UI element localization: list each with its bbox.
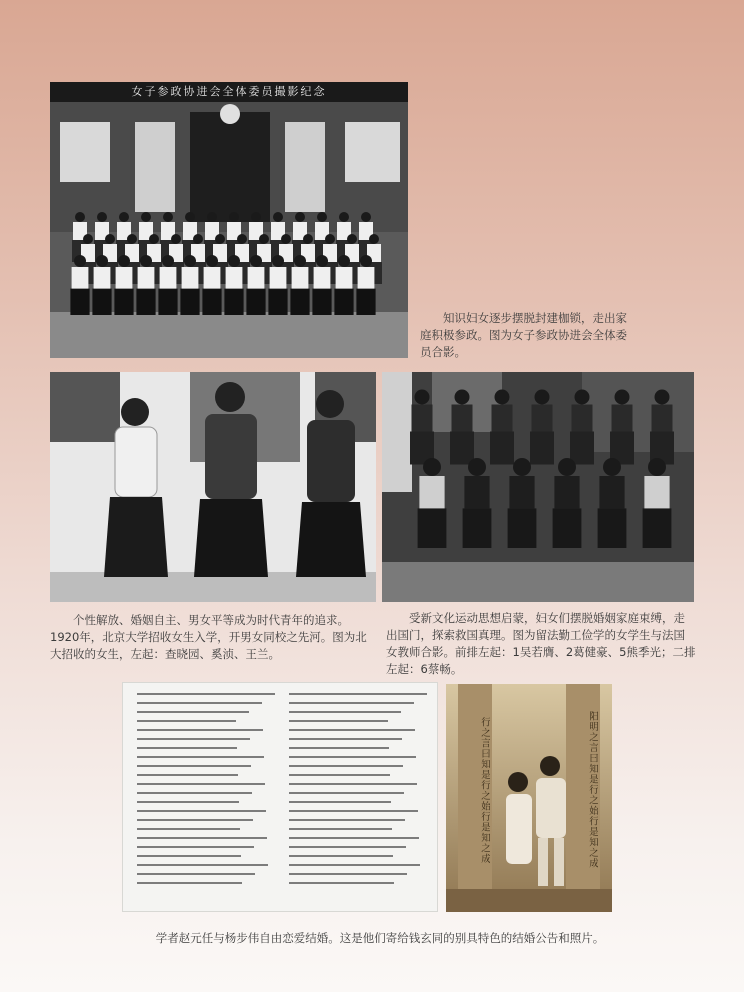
france-photo-drawing [382, 372, 694, 602]
committee-photo-drawing [50, 82, 408, 358]
committee-banner: 女子参政协进会全体委员撮影纪念 [50, 82, 408, 102]
bottom-caption: 学者赵元任与杨步伟自由恋爱结婚。这是他们寄给钱玄同的别具特色的结婚公告和照片。 [155, 931, 605, 945]
france-caption: 受新文化运动思想启蒙，妇女们摆脱婚姻家庭束缚，走出国门，探索救国真理。图为留法勤工俭学的女学生与法国女教师合影。前排左起：1吴若膺、2葛健豪、5熊季光；二排左起：6蔡畅。 [386, 611, 696, 676]
pku-caption: 个性解放、婚姻自主、男女平等成为时代青年的追求。1920年，北京大学招收女生入学，开男女同校之先河。图为北大招收的女生，左起：查晓园、奚浈、王兰。 [50, 613, 367, 661]
pku-students-photo [50, 372, 376, 602]
couplet-left: 行之言曰知是行之始行是知之成 [479, 716, 490, 864]
wedding-couple-photo [446, 684, 612, 912]
couplet-right: 阳明之言曰知是行之始行是知之成 [587, 711, 598, 869]
committee-caption: 知识妇女逐步摆脱封建枷锁，走出家庭积极参政。图为女子参政协进会全体委员合影。 [420, 311, 627, 359]
announcement-english-text [289, 693, 429, 898]
committee-group-photo [50, 82, 408, 358]
announcement-chinese-text [137, 693, 277, 898]
pku-photo-drawing [50, 372, 376, 602]
wedding-announcement-document [122, 682, 438, 912]
france-students-photo [382, 372, 694, 602]
